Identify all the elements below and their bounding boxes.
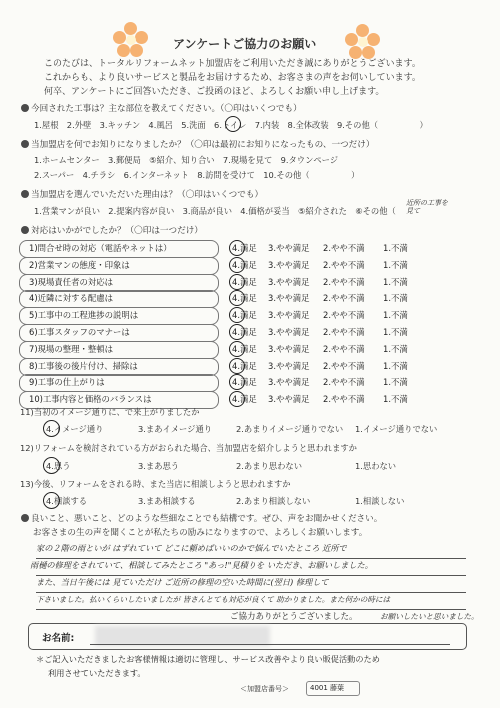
comment-line-2: 雨樋の修理をされていて、相談してみたところ "あっ!"見積りを いただき、お願いしました。 — [30, 560, 373, 570]
rating-question: 9)工事の仕上がりは — [29, 377, 105, 388]
answer-circle — [229, 341, 245, 357]
q13-text: 13)今後、リフォームをされる時、また当店に相談しようと思われますか — [20, 479, 291, 489]
rating-question: 6)工事スタッフのマナーは — [29, 327, 130, 337]
rating-option: 3.やや満足 — [268, 293, 310, 304]
rating-option: 1.不満 — [383, 360, 408, 371]
comment-line-5: お願いしたいと思いました。 — [380, 612, 479, 621]
q1-heading — [21, 102, 302, 114]
rating-option: 4.満足 — [232, 394, 257, 405]
rating-question: 5)工事中の工程進捗の説明は — [29, 310, 139, 321]
rating-question: 10)工事内容と価格のバランスは — [29, 394, 152, 405]
rating-row — [19, 307, 471, 325]
rating-option: 2.やや不満 — [323, 293, 365, 304]
answer-circle — [229, 240, 245, 256]
rating-question: 3)現場責任者の対応は — [29, 276, 113, 287]
q11-option-3: 3.まあイメージ通り — [138, 424, 213, 434]
rating-question: 4)近隣に対する配慮は — [29, 293, 113, 304]
rating-row — [19, 358, 471, 376]
name-label: お名前: — [42, 633, 75, 644]
answer-circle — [43, 492, 60, 509]
rating-row — [19, 290, 471, 308]
rating-question: 2)営業マンの態度・印象は — [29, 259, 130, 270]
q1-note: （〇印はいくつでも） — [220, 104, 302, 114]
rating-row — [19, 324, 471, 342]
q2-options-1: 1.ホームセンター 3.郵便局 ⑤紹介、知り合い 7.現場を見て 9.タウンページ — [34, 155, 339, 165]
comment-line — [36, 575, 466, 576]
flower-left-icon — [113, 22, 149, 58]
rating-option: 3.やや満足 — [268, 377, 310, 388]
rating-option: 1.不満 — [383, 343, 408, 354]
bullet-icon — [21, 140, 29, 148]
q13-option-2: 2.あまり相談しない — [236, 496, 311, 506]
rating-option: 1.不満 — [383, 394, 408, 405]
q3-heading — [21, 188, 263, 200]
rating-option: 4.満足 — [232, 327, 257, 337]
rating-option: 4.満足 — [232, 377, 257, 388]
comment-line-3: また、当日午後には 見ていただけ ご近所の修理の空いた時間に(翌日) 修理して — [36, 577, 329, 587]
rating-question: 1)問合せ時の対応（電話やネットは） — [29, 243, 172, 253]
rating-option: 2.やや不満 — [323, 310, 365, 321]
rating-option: 4.満足 — [232, 259, 257, 270]
thanks-text: ご協力ありがとうございました。 — [230, 612, 358, 622]
store-no-label: ＜加盟店番号＞ — [240, 685, 289, 693]
q11-option-1: 1.イメージ通りでない — [355, 424, 438, 434]
rating-option: 1.不満 — [383, 243, 408, 253]
q1-options: 1.屋根 2.外壁 3.キッチン 4.風呂 5.洗面 6.トイレ 7.内装 8.全体改装 9.その他（ ） — [34, 120, 428, 130]
rating-question: 7)現場の整理・整頓は — [29, 343, 113, 354]
intro-line-1: このたびは、トータルリフォームネット加盟店をご利用いただき誠にありがとうございます。 — [44, 59, 421, 69]
flower-right-icon — [345, 24, 381, 60]
rating-option: 4.満足 — [232, 243, 257, 253]
name-line — [90, 644, 450, 645]
q2-heading — [21, 138, 374, 150]
rating-option: 2.やや不満 — [323, 243, 365, 253]
comment-line-1: 家の２階の雨といが はずれていて どこに頼めばいいのかで悩んでいたところ 近所で — [36, 543, 347, 553]
q4-note: （〇印は一つだけ） — [125, 226, 203, 236]
q12-option-2: 2.あまり思わない — [236, 461, 302, 471]
footer-line-2: 利用させていただきます。 — [48, 668, 146, 678]
answer-circle — [229, 324, 245, 340]
bullet-icon — [21, 226, 29, 234]
store-no-value: 4001 藤葉 — [310, 684, 345, 692]
bullet-icon — [21, 514, 29, 522]
q12-option-4: 4.思う — [46, 461, 71, 471]
rating-option: 2.やや不満 — [323, 377, 365, 388]
rating-option: 3.やや満足 — [268, 327, 310, 337]
rating-option: 1.不満 — [383, 327, 408, 337]
q1-text: 今回された工事は？主な部位を教えてください。 — [31, 104, 221, 114]
rating-option: 4.満足 — [232, 360, 257, 371]
redacted-name — [95, 626, 270, 646]
answer-circle — [43, 457, 60, 474]
q3-handwritten: 近所の工事を見て — [406, 199, 448, 215]
rating-option: 2.やや不満 — [323, 394, 365, 405]
rating-option: 3.やや満足 — [268, 259, 310, 270]
q2-text: 当加盟店を何でお知りになりましたか？ — [31, 140, 186, 150]
rating-option: 2.やや不満 — [323, 327, 365, 337]
intro-line-3: 何卒、アンケートにご回答いただき、ご投函のほど、よろしくお願い申し上げます。 — [44, 87, 385, 97]
rating-option: 1.不満 — [383, 377, 408, 388]
q13-option-3: 3.まあ相談する — [138, 496, 196, 506]
rating-option: 2.やや不満 — [323, 343, 365, 354]
q4-text: 対応はいかがでしたか？ — [31, 226, 126, 236]
rating-option: 3.やや満足 — [268, 276, 310, 287]
comment-line — [36, 558, 466, 559]
q11-text: 11)当初のイメージ通りに、で来上がりましたか — [20, 407, 200, 417]
rating-option: 1.不満 — [383, 293, 408, 304]
q2-options-2: 2.スーパー 4.チラシ 6.インターネット 8.訪問を受けて 10.その他（ ） — [34, 170, 360, 180]
rating-option: 4.満足 — [232, 293, 257, 304]
rating-question: 8)工事後の後片付け、掃除は — [29, 360, 138, 371]
comment-line-4: 下さいました。払いくらいしたいましたが 皆さんとても対応が良くて 助かりました。また何かの時には — [36, 595, 391, 604]
rating-row — [19, 374, 471, 392]
q13-option-4: 4.相談する — [46, 496, 88, 506]
rating-option: 3.やや満足 — [268, 243, 310, 253]
q5-text-2: お客さまの生の声を聞くことが私たちの励みになりますので、よろしくお願いします。 — [33, 528, 368, 538]
answer-circle — [229, 274, 245, 290]
rating-option: 1.不満 — [383, 310, 408, 321]
answer-circle — [43, 420, 60, 437]
q2-note: （〇印は最初にお知りになったもの、一つだけ） — [185, 140, 375, 150]
rating-row — [19, 274, 471, 292]
footer-line-1: ＊ご記入いただきましたお客様情報は適切に管理し、サービス改善やより良い販促活動のため — [36, 654, 380, 664]
q13-option-1: 1.相談しない — [355, 496, 405, 506]
rating-option: 4.満足 — [232, 276, 257, 287]
rating-option: 4.満足 — [232, 343, 257, 354]
q4-heading — [21, 224, 203, 236]
q3-options: 1.営業マンが良い 2.提案内容が良い 3.商品が良い 4.価格が妥当 ⑤紹介された ⑥その他（ — [34, 206, 396, 216]
q3-text: 当加盟店を選んでいただいた理由は？ — [31, 190, 178, 200]
q11-option-2: 2.あまりイメージ通りでない — [236, 424, 344, 434]
rating-option: 3.やや満足 — [268, 343, 310, 354]
answer-circle — [225, 116, 241, 132]
rating-option: 2.やや不満 — [323, 360, 365, 371]
q12-option-3: 3.まあ思う — [138, 461, 180, 471]
page-title: アンケートご協力のお願い — [173, 37, 317, 51]
rating-row — [19, 240, 471, 258]
intro-line-2: これからも、より良いサービスと製品をお届けするため、お客さまの声をお伺いしています。 — [44, 73, 421, 83]
q12-text: 12)リフォームを検討されている方がおられた場合、当加盟店を紹介しようと思われますか — [20, 443, 357, 453]
rating-option: 1.不満 — [383, 276, 408, 287]
rating-option: 2.やや不満 — [323, 259, 365, 270]
rating-option: 3.やや満足 — [268, 394, 310, 405]
answer-circle — [229, 358, 245, 374]
q11-option-4: 4.イメージ通り — [46, 424, 104, 434]
q12-option-1: 1.思わない — [355, 461, 397, 471]
answer-circle — [229, 257, 245, 273]
rating-option: 3.やや満足 — [268, 360, 310, 371]
q3-note: （〇印はいくつでも） — [177, 190, 264, 200]
rating-row — [19, 257, 471, 275]
q5-heading — [21, 512, 382, 524]
comment-line — [36, 592, 466, 593]
rating-option: 4.満足 — [232, 310, 257, 321]
bullet-icon — [21, 104, 29, 112]
rating-row — [19, 341, 471, 359]
q5-text: 良いこと、悪いこと、どのような些細なことでも結構です。ぜひ、声をお聞かせください。 — [31, 514, 383, 524]
rating-option: 3.やや満足 — [268, 310, 310, 321]
bullet-icon — [21, 190, 29, 198]
rating-option: 1.不満 — [383, 259, 408, 270]
rating-option: 2.やや不満 — [323, 276, 365, 287]
